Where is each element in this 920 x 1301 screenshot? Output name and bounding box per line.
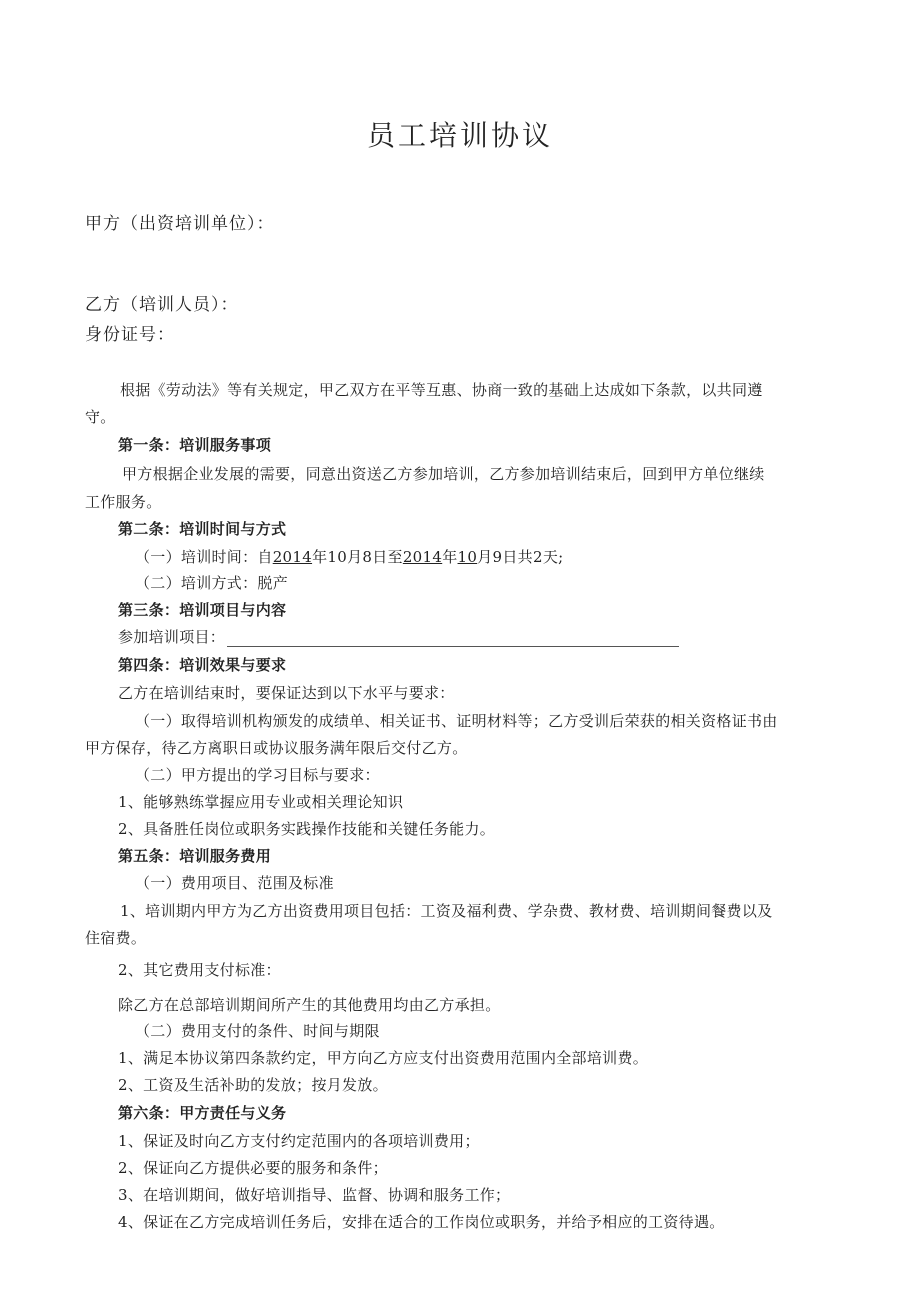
start-year: 2014: [272, 548, 313, 566]
end-year: 2014: [402, 548, 443, 566]
start-day: 8: [362, 548, 373, 566]
duty-item-3: 3、在培训期间，做好培训指导、监督、协调和服务工作；: [118, 1186, 511, 1204]
end-day: 9: [492, 548, 503, 566]
article-4-item-2: （二）甲方提出的学习目标与要求：: [135, 766, 380, 784]
training-mode-line: （二）培训方式：脱产: [135, 574, 289, 592]
party-b-label: 乙方（培训人员）：: [85, 295, 239, 315]
fee-section-1: （一）费用项目、范围及标准: [135, 874, 334, 892]
fee-section-2: （二）费用支付的条件、时间与期限: [135, 1022, 380, 1040]
article-5-heading: 第五条：培训服务费用: [118, 847, 272, 865]
total-days: 2: [532, 548, 543, 566]
preamble-line-2: 守。: [85, 408, 116, 426]
start-month: 10: [327, 548, 348, 566]
training-project-line: [118, 627, 679, 647]
month-text: 月: [477, 548, 493, 566]
training-time-prefix: （一）培训时间：自: [135, 548, 273, 566]
duty-item-2: 2、保证向乙方提供必要的服务和条件；: [118, 1159, 388, 1177]
article-1-body-line-1: 甲方根据企业发展的需要，同意出资送乙方参加培训，乙方参加培训结束后，回到甲方单位继续: [122, 465, 765, 483]
fee-item-1-line-1: 1、培训期内甲方为乙方出资费用项目包括：工资及福利费、学杂费、教材费、培训期间餐费以及: [120, 902, 773, 920]
payment-item-1: 1、满足本协议第四条款约定，甲方向乙方应支付出资费用范围内全部培训费。: [118, 1049, 649, 1067]
end-month: 10: [457, 548, 478, 566]
training-time-line: [135, 547, 563, 567]
month-text: 月: [347, 548, 363, 566]
article-4-item-1-line-2: 甲方保存，待乙方离职日或协议服务满年限后交付乙方。: [85, 739, 468, 757]
article-6-heading: 第六条：甲方责任与义务: [118, 1104, 287, 1122]
page-title: 员工培训协议: [366, 119, 553, 152]
article-3-heading: 第三条：培训项目与内容: [118, 601, 287, 619]
fee-item-1-line-2: 住宿费。: [85, 929, 147, 947]
article-4-heading: 第四条：培训效果与要求: [118, 656, 287, 674]
training-project-blank: [227, 632, 679, 647]
fee-item-2-detail: 除乙方在总部培训期间所产生的其他费用均由乙方承担。: [118, 996, 501, 1014]
id-number-label: 身份证号：: [85, 325, 175, 345]
duty-item-4: 4、保证在乙方完成培训任务后，安排在适合的工作岗位或职务，并给予相应的工资待遇。: [118, 1213, 725, 1231]
year-text: 年: [312, 548, 328, 566]
article-1-heading: 第一条：培训服务事项: [118, 436, 272, 454]
year-text: 年: [442, 548, 458, 566]
goal-1: 1、能够熟练掌握应用专业或相关理论知识: [118, 793, 404, 811]
article-4-intro: 乙方在培训结束时，要保证达到以下水平与要求：: [118, 684, 455, 702]
article-1-body-line-2: 工作服务。: [85, 493, 162, 511]
days-end-text: 天;: [542, 548, 564, 566]
payment-item-2: 2、工资及生活补助的发放；按月发放。: [118, 1076, 388, 1094]
fee-item-2: 2、其它费用支付标准：: [118, 961, 281, 979]
day-total-text: 日共: [502, 548, 533, 566]
day-to-text: 日至: [372, 548, 403, 566]
article-4-item-1-line-1: （一）取得培训机构颁发的成绩单、相关证书、证明材料等；乙方受训后荣获的相关资格证书由: [135, 712, 778, 730]
duty-item-1: 1、保证及时向乙方支付约定范围内的各项培训费用；: [118, 1132, 480, 1150]
training-project-label: 参加培训项目：: [118, 628, 226, 646]
party-a-label: 甲方（出资培训单位）：: [85, 214, 275, 234]
article-2-heading: 第二条：培训时间与方式: [118, 520, 287, 538]
preamble-line-1: 根据《劳动法》等有关规定，甲乙双方在平等互惠、协商一致的基础上达成如下条款，以共同遵: [120, 381, 763, 399]
goal-2: 2、具备胜任岗位或职务实践操作技能和关键任务能力。: [118, 820, 496, 838]
